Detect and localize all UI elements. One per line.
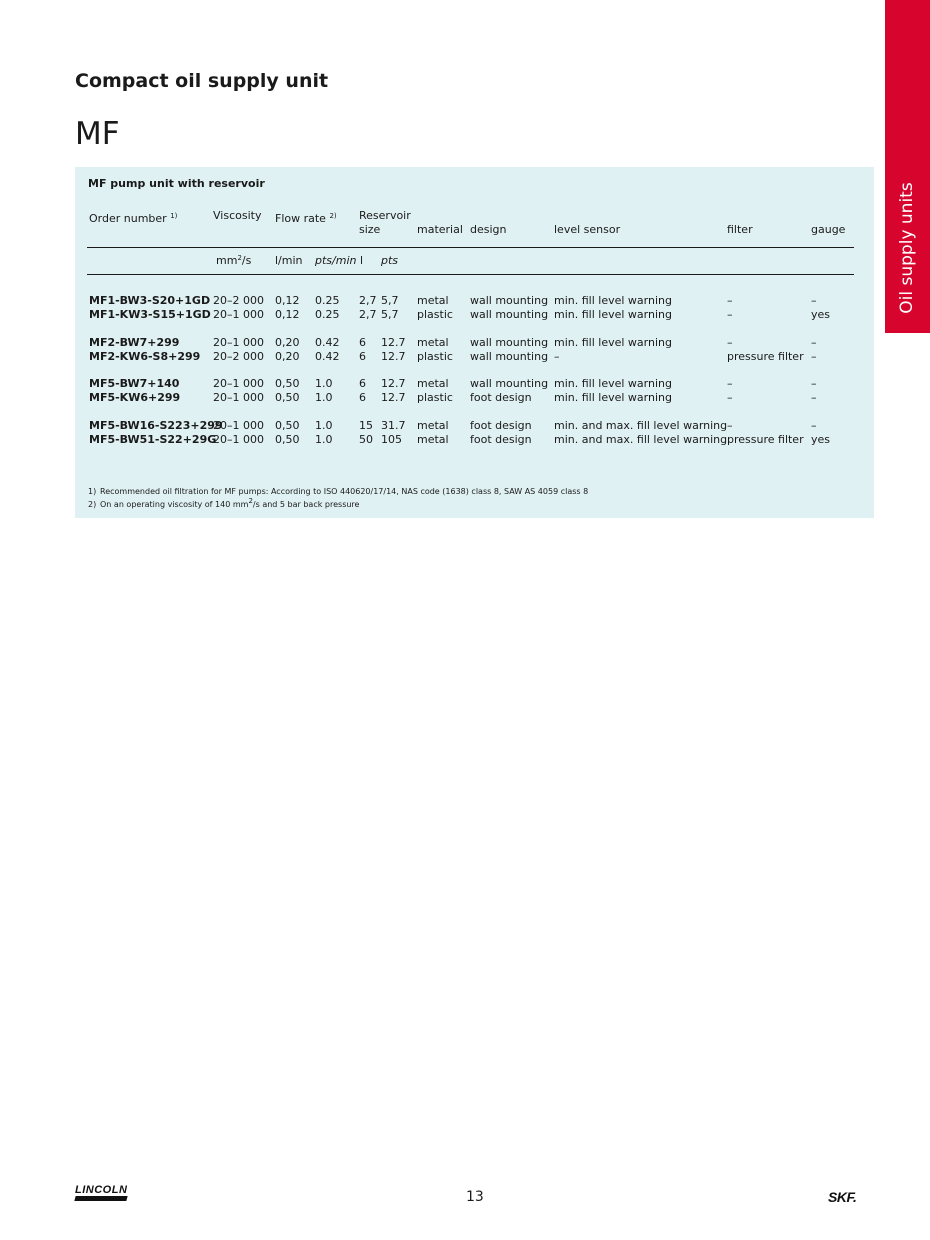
cell-size-pts: 12.7 bbox=[381, 391, 406, 404]
cell-size-l: 2,7 bbox=[359, 294, 377, 307]
cell-viscosity: 20–1 000 bbox=[213, 419, 264, 432]
cell-order-number: MF2-KW6-S8+299 bbox=[89, 350, 201, 363]
cell-order-number: MF2-BW7+299 bbox=[89, 336, 180, 349]
page-title: MF bbox=[75, 116, 120, 152]
header-filter: filter bbox=[727, 223, 753, 236]
cell-viscosity: 20–1 000 bbox=[213, 336, 264, 349]
table-row bbox=[75, 377, 874, 391]
footnote-2-text-post: /s and 5 bar back pressure bbox=[252, 500, 360, 509]
cell-flow-ptsmin: 0.42 bbox=[315, 350, 340, 363]
cell-gauge: yes bbox=[811, 433, 831, 446]
header-material: material bbox=[417, 223, 463, 236]
cell-order-number: MF5-KW6+299 bbox=[89, 391, 181, 404]
cell-flow-lmin: 0,50 bbox=[275, 391, 300, 404]
header-flow-label: Flow rate bbox=[275, 212, 326, 225]
cell-material: metal bbox=[417, 419, 449, 432]
cell-size-pts: 12.7 bbox=[381, 336, 406, 349]
cell-level-sensor: min. and max. fill level warning bbox=[554, 433, 728, 446]
page-number: 13 bbox=[466, 1189, 484, 1205]
cell-size-l: 15 bbox=[359, 419, 373, 432]
cell-design: foot design bbox=[470, 433, 532, 446]
cell-size-l: 6 bbox=[359, 377, 366, 390]
cell-material: metal bbox=[417, 336, 449, 349]
cell-gauge: yes bbox=[811, 308, 831, 321]
cell-viscosity: 20–1 000 bbox=[213, 308, 264, 321]
cell-flow-lmin: 0,50 bbox=[275, 433, 300, 446]
cell-level-sensor: min. fill level warning bbox=[554, 308, 672, 321]
product-table-panel bbox=[75, 167, 874, 518]
footnote-2-number: 2) bbox=[88, 500, 97, 509]
header-rule bbox=[87, 247, 854, 248]
cell-material: metal bbox=[417, 433, 449, 446]
footnote-2-text-pre: On an operating viscosity of 140 mm bbox=[100, 500, 249, 509]
cell-size-l: 6 bbox=[359, 350, 366, 363]
cell-material: plastic bbox=[417, 350, 453, 363]
cell-flow-ptsmin: 0.42 bbox=[315, 336, 340, 349]
unit-lmin: l/min bbox=[275, 254, 303, 267]
cell-design: foot design bbox=[470, 391, 532, 404]
lincoln-logo bbox=[75, 1184, 127, 1201]
cell-size-pts: 5,7 bbox=[381, 294, 399, 307]
cell-material: plastic bbox=[417, 391, 453, 404]
cell-material: metal bbox=[417, 377, 449, 390]
cell-flow-ptsmin: 1.0 bbox=[315, 391, 333, 404]
cell-filter: – bbox=[727, 336, 733, 349]
unit-visc-sup: 2 bbox=[237, 254, 242, 262]
cell-order-number: MF5-BW51-S22+29G bbox=[89, 433, 217, 446]
cell-viscosity: 20–1 000 bbox=[213, 377, 264, 390]
cell-size-l: 6 bbox=[359, 336, 366, 349]
unit-viscosity bbox=[216, 254, 251, 267]
header-reservoir: Reservoir bbox=[359, 209, 411, 222]
header-order-label: Order number bbox=[89, 212, 167, 225]
cell-size-pts: 12.7 bbox=[381, 377, 406, 390]
table-row bbox=[75, 391, 874, 405]
unit-visc-pre: mm bbox=[216, 254, 238, 267]
cell-level-sensor: min. fill level warning bbox=[554, 294, 672, 307]
footnote-2 bbox=[88, 497, 359, 509]
table-row bbox=[75, 308, 874, 322]
cell-size-pts: 31.7 bbox=[381, 419, 406, 432]
lincoln-logo-text: LINCOLN bbox=[75, 1184, 128, 1196]
table-row bbox=[75, 350, 874, 364]
cell-order-number: MF5-BW7+140 bbox=[89, 377, 180, 390]
cell-design: foot design bbox=[470, 419, 532, 432]
cell-flow-lmin: 0,50 bbox=[275, 419, 300, 432]
side-tab-label: Oil supply units bbox=[897, 182, 917, 314]
unit-visc-post: /s bbox=[241, 254, 252, 267]
cell-design: wall mounting bbox=[470, 336, 549, 349]
cell-design: wall mounting bbox=[470, 308, 549, 321]
header-flow-rate bbox=[275, 209, 337, 226]
side-tab bbox=[885, 0, 930, 333]
cell-filter: pressure filter bbox=[727, 433, 804, 446]
header-level-sensor: level sensor bbox=[554, 223, 621, 236]
header-gauge: gauge bbox=[811, 223, 846, 236]
cell-size-l: 50 bbox=[359, 433, 373, 446]
cell-viscosity: 20–1 000 bbox=[213, 433, 264, 446]
cell-gauge: – bbox=[811, 419, 817, 432]
cell-level-sensor: min. fill level warning bbox=[554, 377, 672, 390]
cell-gauge: – bbox=[811, 350, 817, 363]
cell-size-pts: 12.7 bbox=[381, 350, 406, 363]
cell-filter: – bbox=[727, 391, 733, 404]
cell-design: wall mounting bbox=[470, 350, 549, 363]
header-design: design bbox=[470, 223, 507, 236]
lincoln-logo-bar bbox=[74, 1196, 127, 1201]
cell-flow-lmin: 0,12 bbox=[275, 308, 300, 321]
cell-gauge: – bbox=[811, 336, 817, 349]
cell-flow-ptsmin: 1.0 bbox=[315, 419, 333, 432]
cell-flow-lmin: 0,20 bbox=[275, 336, 300, 349]
cell-viscosity: 20–1 000 bbox=[213, 391, 264, 404]
header-order-number bbox=[89, 209, 177, 226]
cell-flow-ptsmin: 0.25 bbox=[315, 294, 340, 307]
cell-size-l: 6 bbox=[359, 391, 366, 404]
header-viscosity: Viscosity bbox=[213, 209, 262, 222]
cell-level-sensor: min. and max. fill level warning bbox=[554, 419, 728, 432]
cell-viscosity: 20–2 000 bbox=[213, 350, 264, 363]
cell-flow-lmin: 0,12 bbox=[275, 294, 300, 307]
cell-flow-ptsmin: 1.0 bbox=[315, 377, 333, 390]
footnote-1 bbox=[88, 487, 588, 496]
unit-liter: l bbox=[360, 254, 364, 267]
table-caption: MF pump unit with reservoir bbox=[88, 177, 265, 190]
cell-filter: – bbox=[727, 377, 733, 390]
cell-viscosity: 20–2 000 bbox=[213, 294, 264, 307]
cell-flow-ptsmin: 1.0 bbox=[315, 433, 333, 446]
cell-size-pts: 5,7 bbox=[381, 308, 399, 321]
table-row bbox=[75, 336, 874, 350]
cell-filter: – bbox=[727, 294, 733, 307]
cell-flow-ptsmin: 0.25 bbox=[315, 308, 340, 321]
cell-size-pts: 105 bbox=[381, 433, 402, 446]
cell-material: metal bbox=[417, 294, 449, 307]
cell-flow-lmin: 0,20 bbox=[275, 350, 300, 363]
header-flow-note: 2) bbox=[329, 212, 337, 220]
page-subtitle: Compact oil supply unit bbox=[75, 70, 329, 92]
cell-order-number: MF1-BW3-S20+1GD bbox=[89, 294, 211, 307]
cell-gauge: – bbox=[811, 391, 817, 404]
table-row bbox=[75, 419, 874, 433]
cell-filter: – bbox=[727, 419, 733, 432]
cell-design: wall mounting bbox=[470, 377, 549, 390]
cell-gauge: – bbox=[811, 377, 817, 390]
cell-size-l: 2,7 bbox=[359, 308, 377, 321]
footnote-1-number: 1) bbox=[88, 487, 97, 496]
cell-filter: pressure filter bbox=[727, 350, 804, 363]
cell-level-sensor: min. fill level warning bbox=[554, 336, 672, 349]
unit-ptsmin: pts/min bbox=[315, 254, 357, 267]
table-row bbox=[75, 433, 874, 447]
header-order-note: 1) bbox=[170, 212, 178, 220]
cell-filter: – bbox=[727, 308, 733, 321]
units-rule bbox=[87, 274, 854, 275]
cell-material: plastic bbox=[417, 308, 453, 321]
cell-gauge: – bbox=[811, 294, 817, 307]
skf-logo: SKF. bbox=[828, 1189, 857, 1205]
unit-pts: pts bbox=[381, 254, 399, 267]
footnote-2-sup: 2 bbox=[248, 497, 253, 505]
footnote-1-text: Recommended oil filtration for MF pumps: According to ISO 440620/17/14, NAS code (1638) class 8, SAW AS 4059 class 8 bbox=[100, 487, 589, 496]
table-row bbox=[75, 294, 874, 308]
cell-flow-lmin: 0,50 bbox=[275, 377, 300, 390]
header-size: size bbox=[359, 223, 381, 236]
cell-design: wall mounting bbox=[470, 294, 549, 307]
cell-level-sensor: min. fill level warning bbox=[554, 391, 672, 404]
cell-order-number: MF5-BW16-S223+299 bbox=[89, 419, 223, 432]
cell-level-sensor: – bbox=[554, 350, 560, 363]
cell-order-number: MF1-KW3-S15+1GD bbox=[89, 308, 211, 321]
